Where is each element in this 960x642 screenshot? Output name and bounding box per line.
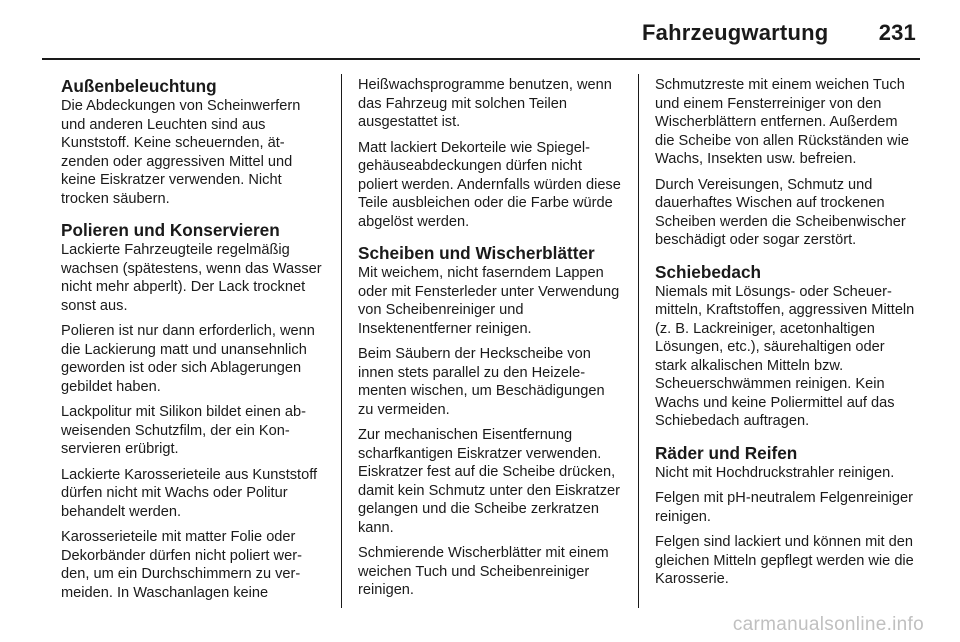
paragraph: Schmierende Wischerblätter mit einem weichen Tuch und Scheibenreiniger reinigen.: [358, 545, 609, 598]
paragraph: Mit weichem, nicht faserndem Lappen oder mit Fensterleder unter Verwendung von Scheibenreiniger und Insektenentferner reinigen.: [358, 265, 620, 337]
heading-exterior-lighting: Außenbeleuchtung: [61, 76, 217, 96]
paragraph: Felgen sind lackiert und können mit den gleichen Mitteln gepflegt werden wie die Karosserie.: [655, 534, 914, 587]
paragraph: Lackpolitur mit Silikon bildet einen abweisenden Schutzfilm, der ein Konservieren erübrigt.: [61, 404, 306, 457]
heading-windows-wipers: Scheiben und Wischerblätter: [358, 243, 595, 263]
paragraph: Karosserieteile mit matter Folie oder Dekorbänder dürfen nicht poliert werden, um ein Durchschimmern zu vermeiden. In Waschanlagen keine: [61, 529, 302, 601]
heading-polishing: Polieren und Konservieren: [61, 220, 280, 240]
paragraph: Lackierte Fahrzeugteile regelmäßig wachsen (spätestens, wenn das Wasser nicht mehr abperlt). Der Lack trocknet sonst aus.: [61, 242, 322, 314]
heading-sunroof: Schiebedach: [655, 261, 762, 282]
paragraph: Lackierte Karosserieteile aus Kunststoff dürfen nicht mit Wachs oder Politur behandelt werden.: [61, 466, 318, 520]
paragraph: Beim Säubern der Heckscheibe von innen stets parallel zu den Heizelementen wischen, um Beschädigungen zu vermeiden.: [358, 346, 605, 418]
paragraph: Nicht mit Hochdruckstrahler reinigen.: [655, 464, 895, 481]
paragraph: Felgen mit pH-neutralem Felgenreiniger reinigen.: [655, 490, 913, 525]
paragraph: Polieren ist nur dann erforderlich, wenn die Lackierung matt und unansehnlich geworden ist oder sich Ablagerungen gebildet haben.: [61, 323, 315, 395]
watermark: carmanualsonline.info: [732, 614, 924, 635]
paragraph: Zur mechanischen Eisentfernung scharfkantigen Eiskratzer verwenden. Eiskratzer fest auf die Scheibe drücken, damit kein Schmutz unter den Eiskratzer gelangen und die Scheibe zerkratzen kann.: [358, 427, 620, 536]
column-1: [61, 76, 325, 609]
paragraph: Schmutzreste mit einem weichen Tuch und einem Fensterreiniger von den Wischerblättern entfernen. Außerdem die Scheibe von allen Rückständen wie Wachs, Insekten usw. befreien.: [655, 77, 909, 167]
paragraph: Heißwachsprogramme benutzen, wenn das Fahrzeug mit solchen Teilen ausgestattet ist.: [358, 77, 612, 130]
column-divider-2: [638, 74, 639, 608]
header-rule: [42, 58, 920, 60]
paragraph: Durch Vereisungen, Schmutz und dauerhaftes Wischen auf trockenen Scheiben werden die Scheibenwischer beschädigt oder sogar zerstört.: [655, 176, 906, 248]
column-3: [655, 76, 919, 596]
page-header: [642, 20, 916, 46]
page-number: 231: [878, 20, 916, 45]
chapter-title: Fahrzeugwartung: [642, 20, 829, 45]
heading-wheels-tyres: Räder und Reifen: [655, 442, 798, 463]
paragraph: Matt lackiert Dekorteile wie Spiegelgehäuseabdeckungen dürfen nicht poliert werden. Andernfalls würden diese Teile ausbleichen oder die Farbe würde abgelöst werden.: [358, 139, 621, 230]
paragraph: Niemals mit Lösungs- oder Scheuermitteln, Kraftstoffen, aggressiven Mitteln (z. B. Lackreiniger, acetonhaltigen Lösungen, etc.), säurehaltigen oder stark alkalischen Mitteln bzw. Scheuerschwämmen reinigen. Kein Wachs und keine Poliermittel auf das Schiebedach auftragen.: [655, 283, 915, 429]
column-divider-1: [341, 74, 342, 608]
paragraph: Die Abdeckungen von Scheinwerfern und anderen Leuchten sind aus Kunststoff. Keine scheuernden, ätzenden oder aggressiven Mittel und keine Eiskratzer verwenden. Nicht trocken säubern.: [61, 98, 301, 207]
column-2: [358, 76, 622, 607]
